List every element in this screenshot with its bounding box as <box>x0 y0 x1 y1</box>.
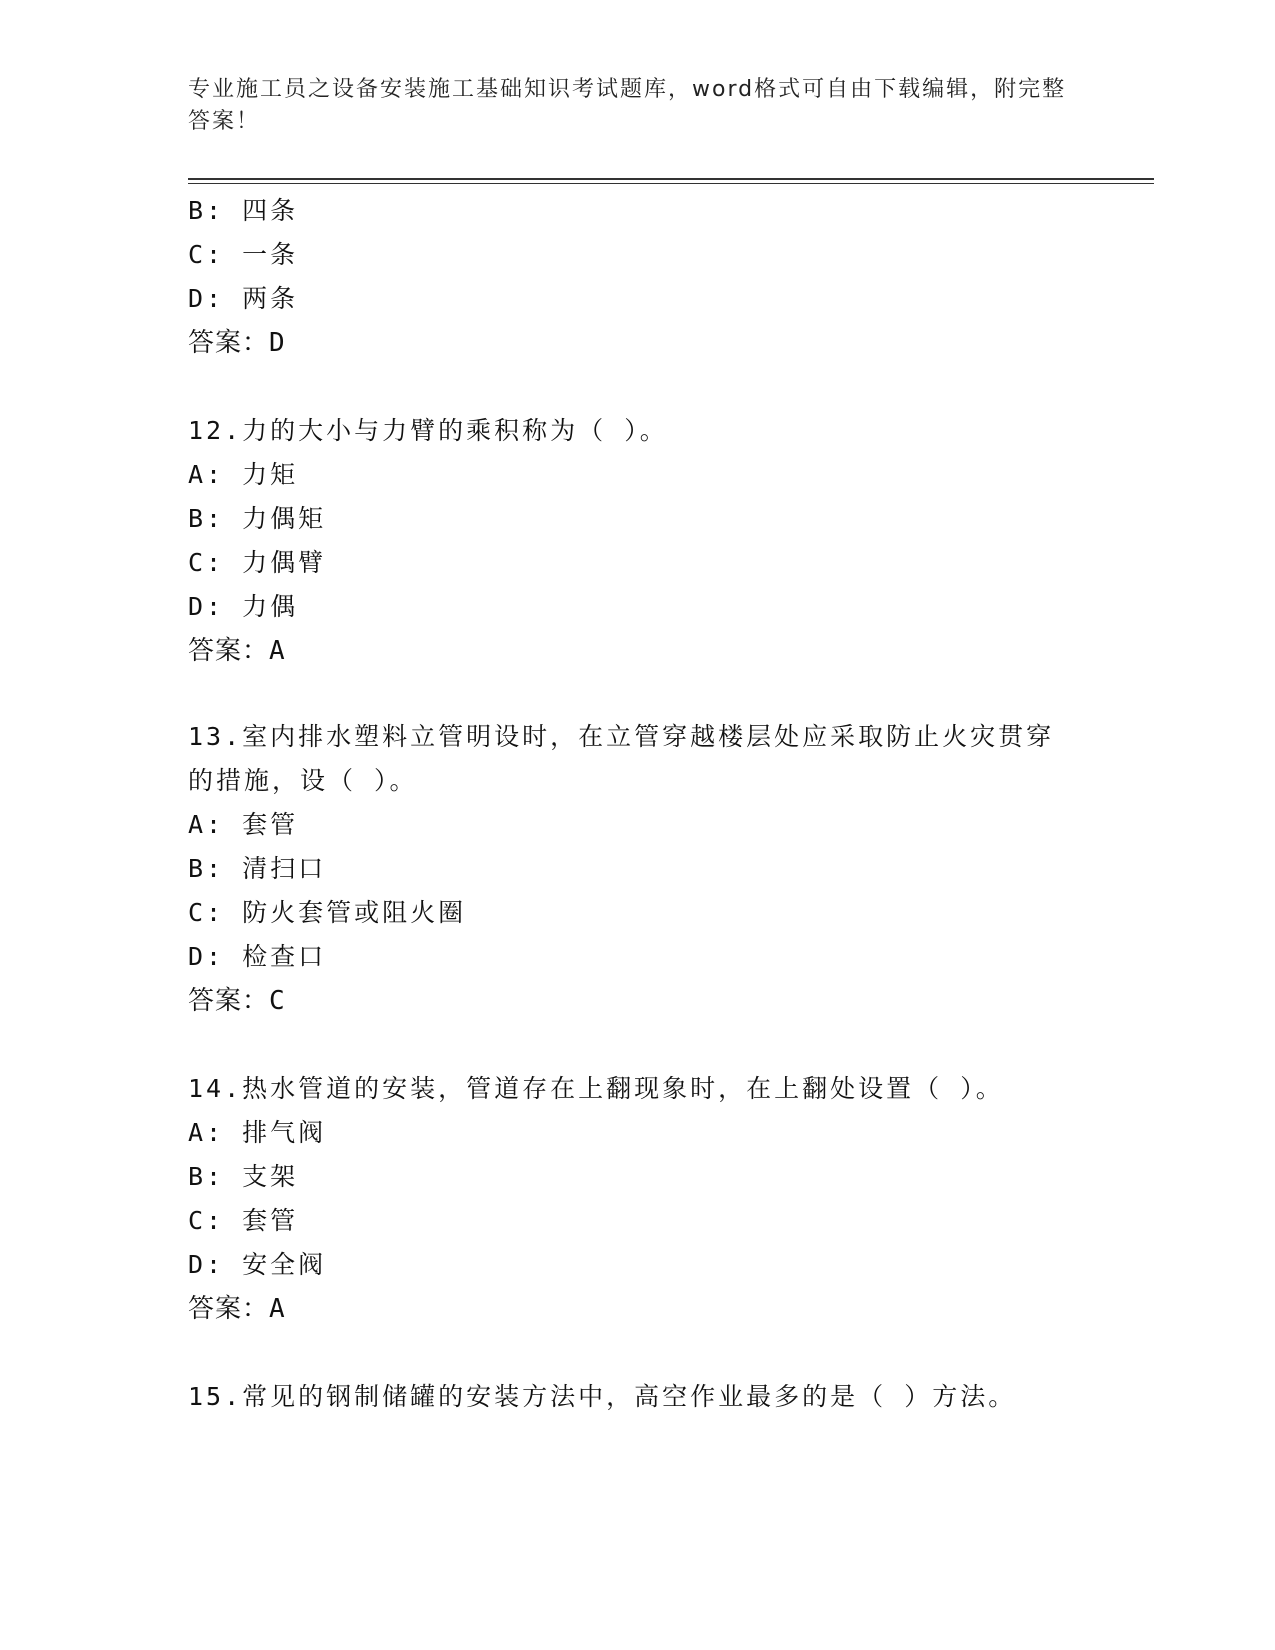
answer-line: 答案：C <box>188 986 286 1016</box>
option-b: B: 支架 <box>188 1162 299 1191</box>
option-d: D: 安全阀 <box>188 1250 327 1279</box>
answer-line: 答案：A <box>188 636 286 666</box>
header-divider-thick <box>188 178 1154 180</box>
document-header: 专业施工员之设备安装施工基础知识考试题库，word格式可自由下载编辑，附完整答案！ <box>188 77 1067 134</box>
option-a: A: 排气阀 <box>188 1118 327 1147</box>
question-14: 14.热水管道的安装，管道存在上翻现象时，在上翻处设置（ ）。 <box>188 1074 1004 1103</box>
option-d: D: 检查口 <box>188 942 327 971</box>
question-13-line-2: 的措施，设（ ）。 <box>188 766 418 795</box>
answer-line: 答案：D <box>188 328 286 358</box>
option-b: B: 四条 <box>188 196 299 225</box>
option-a: A: 力矩 <box>188 460 299 489</box>
answer-line: 答案：A <box>188 1294 286 1324</box>
option-b: B: 清扫口 <box>188 854 327 883</box>
question-15: 15.常见的钢制储罐的安装方法中，高空作业最多的是（ ）方法。 <box>188 1382 1017 1411</box>
option-c: C: 力偶臂 <box>188 548 327 577</box>
option-c: C: 套管 <box>188 1206 299 1235</box>
question-12: 12.力的大小与力臂的乘积称为（ ）。 <box>188 416 668 445</box>
option-c: C: 防火套管或阻火圈 <box>188 898 467 927</box>
option-d: D: 两条 <box>188 284 299 313</box>
question-13-line-1: 13.室内排水塑料立管明设时，在立管穿越楼层处应采取防止火灾贯穿 <box>188 722 1055 751</box>
option-c: C: 一条 <box>188 240 299 269</box>
option-d: D: 力偶 <box>188 592 299 621</box>
option-b: B: 力偶矩 <box>188 504 327 533</box>
header-divider-thin <box>188 183 1154 184</box>
option-a: A: 套管 <box>188 810 299 839</box>
